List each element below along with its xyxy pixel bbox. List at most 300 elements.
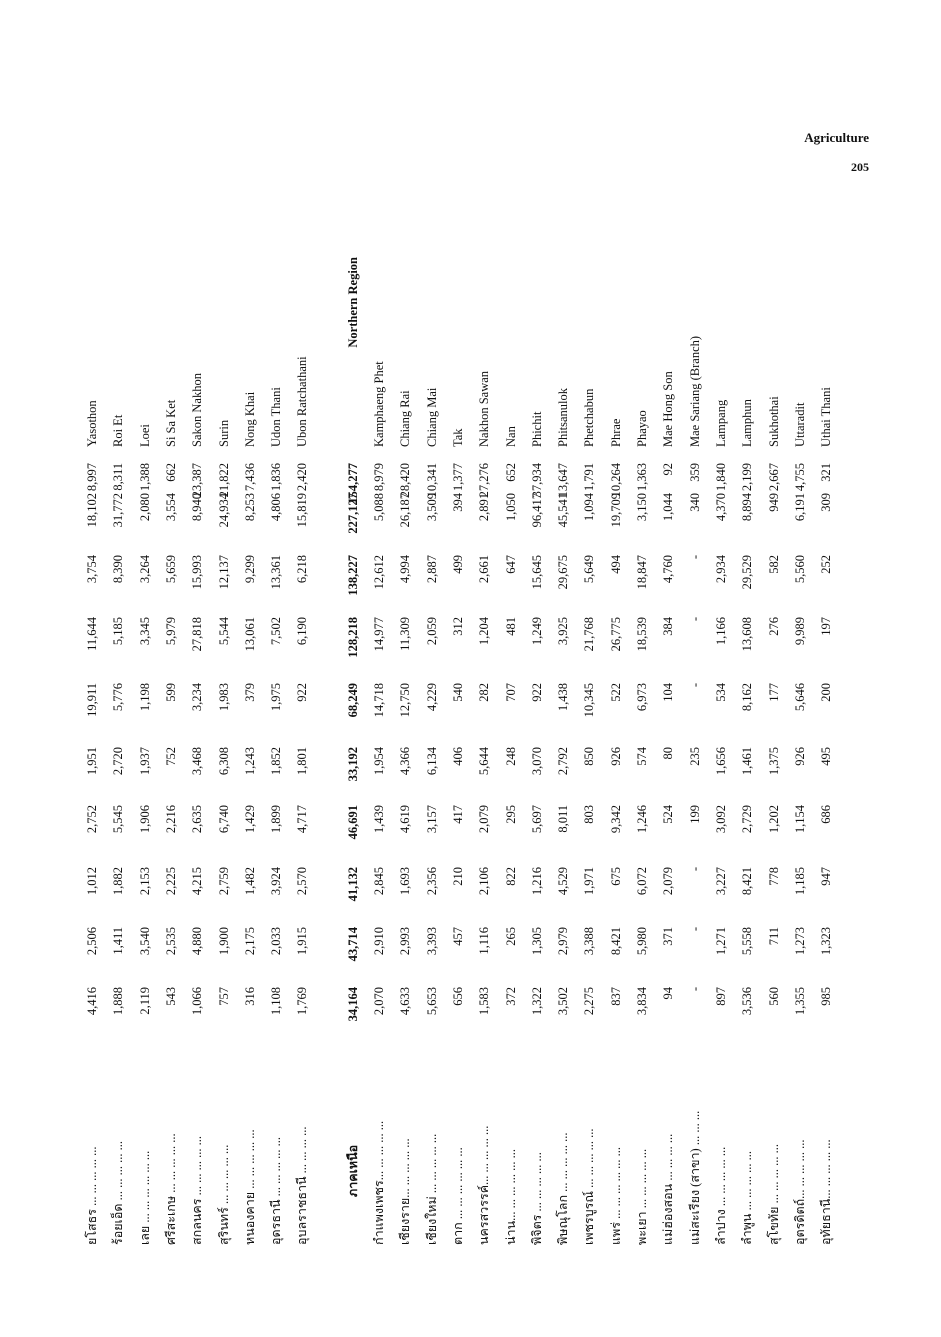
value-cell: 1,066 xyxy=(190,987,205,1016)
value-cell: 2,910 xyxy=(372,927,386,956)
value-cell: 1,271 xyxy=(713,927,728,956)
value-cell: 1,439 xyxy=(372,805,386,834)
value-cell: 752 xyxy=(163,747,178,766)
value-cell: 1,438 xyxy=(556,683,571,712)
english-province-label: Chiang Mai xyxy=(424,387,439,447)
english-province-label: Surin xyxy=(216,419,231,447)
value-cell: 3,540 xyxy=(137,927,152,956)
value-cell: 8,253 xyxy=(242,493,257,522)
value-cell: 14,718 xyxy=(372,683,386,718)
value-cell: 985 xyxy=(819,987,834,1006)
value-cell: 28,420 xyxy=(398,463,413,498)
table-row xyxy=(368,235,390,1245)
value-cell: 3,157 xyxy=(424,805,439,834)
value-cell: 582 xyxy=(766,555,781,574)
english-province-label: Phrae xyxy=(608,418,623,447)
value-cell: 2,216 xyxy=(163,805,178,834)
value-cell: - xyxy=(687,867,702,872)
value-cell: 1,108 xyxy=(269,987,284,1016)
value-cell: 26,187 xyxy=(398,493,413,528)
value-cell: 4,366 xyxy=(398,747,413,776)
value-cell: 5,697 xyxy=(529,805,544,834)
value-cell: 37,934 xyxy=(529,463,544,498)
english-province-label: Nan xyxy=(503,426,518,447)
value-cell: 18,847 xyxy=(635,555,649,590)
value-cell: 457 xyxy=(450,927,465,946)
table-row xyxy=(447,235,469,1245)
thai-province-label: อุดรธานี ... ... ... ... ... xyxy=(269,1136,284,1245)
value-cell: 6,191 xyxy=(792,493,807,522)
value-cell: 21,768 xyxy=(582,617,597,652)
thai-province-label: เลย ... ... ... ... ... ... xyxy=(137,1150,152,1245)
value-cell: 29,529 xyxy=(740,555,755,590)
value-cell: 406 xyxy=(450,747,465,766)
value-cell: 248 xyxy=(503,747,518,766)
value-cell: 599 xyxy=(163,683,178,702)
table-row xyxy=(657,235,679,1245)
thai-province-label: กำแพงเพชร... ... ... ... ... xyxy=(372,1120,386,1245)
value-cell: 3,554 xyxy=(163,493,178,522)
table-row xyxy=(160,235,182,1245)
value-cell: 3,468 xyxy=(190,747,205,776)
value-cell: 2,759 xyxy=(216,867,231,896)
value-cell: - xyxy=(687,617,702,622)
table-row xyxy=(526,235,548,1245)
value-cell: 8,979 xyxy=(372,463,386,492)
value-cell: 2,506 xyxy=(85,927,99,956)
value-cell: 45,541 xyxy=(556,493,571,528)
value-cell: 43,714 xyxy=(345,927,360,962)
value-cell: 560 xyxy=(766,987,781,1006)
value-cell: 2,993 xyxy=(398,927,413,956)
value-cell: 8,162 xyxy=(740,683,755,712)
value-cell: 662 xyxy=(163,463,178,482)
table-row xyxy=(605,235,627,1245)
thai-province-label: อุทัยธานี... ... ... ... ... xyxy=(819,1139,834,1245)
value-cell: 12,750 xyxy=(398,683,413,718)
value-cell: 2,891 xyxy=(477,493,492,522)
value-cell: 4,755 xyxy=(792,463,807,492)
value-cell: 686 xyxy=(819,805,834,824)
value-cell: 5,980 xyxy=(635,927,649,956)
english-province-label: Uttaradit xyxy=(792,402,807,447)
value-cell: 8,997 xyxy=(85,463,99,492)
table-row xyxy=(107,235,129,1245)
value-cell: 14,977 xyxy=(372,617,386,652)
table-row xyxy=(394,235,416,1245)
value-cell: 8,421 xyxy=(608,927,623,956)
value-cell: 9,989 xyxy=(792,617,807,646)
table-row xyxy=(81,235,103,1245)
english-province-label: Phetchabun xyxy=(582,388,597,447)
table-row xyxy=(239,235,261,1245)
value-cell: 80 xyxy=(661,747,676,760)
value-cell: 522 xyxy=(608,683,623,702)
value-cell: 282 xyxy=(477,683,492,702)
value-cell: 1,216 xyxy=(529,867,544,896)
value-cell: 12,137 xyxy=(216,555,231,590)
value-cell: 543 xyxy=(163,987,178,1006)
value-cell: 177 xyxy=(766,683,781,702)
value-cell: 1,273 xyxy=(792,927,807,956)
value-cell: 1,246 xyxy=(635,805,649,834)
value-cell: 3,234 xyxy=(190,683,205,712)
value-cell: 23,387 xyxy=(190,463,205,498)
value-cell: 1,204 xyxy=(477,617,492,646)
value-cell: 5,544 xyxy=(216,617,231,646)
value-cell: 9,299 xyxy=(242,555,257,584)
english-province-label: Phitsanulok xyxy=(556,387,571,447)
value-cell: 1,429 xyxy=(242,805,257,834)
value-cell: 3,925 xyxy=(556,617,571,646)
value-cell: 1,937 xyxy=(137,747,152,776)
value-cell: 2,199 xyxy=(740,463,755,492)
thai-province-label: ร้อยเอ็ด ... ... ... ... ... xyxy=(111,1141,126,1245)
value-cell: 340 xyxy=(687,493,702,512)
thai-province-label: ตาก ... ... ... ... ... ... xyxy=(450,1147,465,1245)
value-cell: 2,059 xyxy=(424,617,439,646)
english-province-label: Yasothon xyxy=(85,400,99,447)
table-row xyxy=(736,235,758,1245)
value-cell: 312 xyxy=(450,617,465,636)
value-cell: 3,393 xyxy=(424,927,439,956)
value-cell: 2,752 xyxy=(85,805,99,834)
value-cell: 949 xyxy=(766,493,781,512)
value-cell: 138,227 xyxy=(345,555,360,596)
thai-province-label: ศรีสะเกษ ... ... ... ... ... xyxy=(163,1133,178,1245)
value-cell: 1,322 xyxy=(529,987,544,1016)
value-cell: 647 xyxy=(503,555,518,574)
value-cell: 371 xyxy=(661,927,676,946)
value-cell: 33,192 xyxy=(345,747,360,782)
value-cell: 200 xyxy=(819,683,834,702)
value-cell: 2,275 xyxy=(582,987,597,1016)
value-cell: 18,539 xyxy=(635,617,649,652)
value-cell: 10,345 xyxy=(582,683,597,718)
value-cell: 3,924 xyxy=(269,867,284,896)
value-cell: 276 xyxy=(766,617,781,636)
value-cell: 1,975 xyxy=(269,683,284,712)
value-cell: 2,635 xyxy=(190,805,205,834)
value-cell: 1,971 xyxy=(582,867,597,896)
value-cell: 394 xyxy=(450,493,465,512)
value-cell: 5,185 xyxy=(111,617,126,646)
value-cell: 6,218 xyxy=(295,555,310,584)
english-province-label: Mae Hong Son xyxy=(661,371,676,447)
value-cell: 2,845 xyxy=(372,867,386,896)
value-cell: 3,502 xyxy=(556,987,571,1016)
value-cell: 4,529 xyxy=(556,867,571,896)
value-cell: 2,225 xyxy=(163,867,178,896)
table-row xyxy=(421,235,443,1245)
value-cell: 1,852 xyxy=(269,747,284,776)
thai-province-label: สกลนคร ... ... ... ... ... xyxy=(190,1136,205,1245)
value-cell: 1,050 xyxy=(503,493,518,522)
value-cell: 707 xyxy=(503,683,518,702)
value-cell: 1,185 xyxy=(792,867,807,896)
value-cell: 1,012 xyxy=(85,867,99,896)
value-cell: 1,954 xyxy=(372,747,386,776)
value-cell: 96,417 xyxy=(529,493,544,528)
value-cell: 4,416 xyxy=(85,987,99,1016)
value-cell: 2,119 xyxy=(137,987,152,1015)
value-cell: 5,659 xyxy=(163,555,178,584)
value-cell: 265 xyxy=(503,927,518,946)
value-cell: 13,608 xyxy=(740,617,755,652)
thai-province-label: แม่สะเรียง (สาขา) ... ... ... xyxy=(687,1110,702,1245)
value-cell: 4,619 xyxy=(398,805,413,834)
table-row xyxy=(763,235,785,1245)
value-cell: 417 xyxy=(450,805,465,824)
value-cell: 499 xyxy=(450,555,465,574)
value-cell: 778 xyxy=(766,867,781,886)
value-cell: 1,243 xyxy=(242,747,257,776)
value-cell: 1,377 xyxy=(450,463,465,492)
value-cell: 1,375 xyxy=(766,747,781,776)
value-cell: 19,709 xyxy=(608,493,623,528)
value-cell: 12,612 xyxy=(372,555,386,590)
thai-province-label: ภาคเหนือ xyxy=(345,1144,360,1197)
english-province-label: Roi Et xyxy=(111,414,126,447)
thai-province-label: เชียงใหม่ ... ... ... ... ... xyxy=(424,1133,439,1245)
value-cell: 27,276 xyxy=(477,463,492,498)
value-cell: 1,249 xyxy=(529,617,544,646)
value-cell: 5,088 xyxy=(372,493,386,522)
value-cell: 68,249 xyxy=(345,683,360,718)
value-cell: 372 xyxy=(503,987,518,1006)
value-cell: 4,880 xyxy=(190,927,205,956)
value-cell: 1,116 xyxy=(477,927,492,955)
table-row xyxy=(134,235,156,1245)
value-cell: 3,070 xyxy=(529,747,544,776)
value-cell: 8,940 xyxy=(190,493,205,522)
value-cell: 2,356 xyxy=(424,867,439,896)
value-cell: 3,227 xyxy=(713,867,728,896)
value-cell: 24,934 xyxy=(216,493,231,528)
value-cell: 6,072 xyxy=(635,867,649,896)
value-cell: 947 xyxy=(819,867,834,886)
value-cell: 2,080 xyxy=(137,493,152,522)
english-province-label: Ubon Ratchathani xyxy=(295,356,310,447)
value-cell: 837 xyxy=(608,987,623,1006)
value-cell: - xyxy=(687,683,702,688)
value-cell: 21,822 xyxy=(216,463,231,498)
value-cell: 19,911 xyxy=(85,683,99,717)
table-row xyxy=(265,235,287,1245)
value-cell: 46,691 xyxy=(345,805,360,840)
english-province-label: Loei xyxy=(137,424,152,447)
value-cell: 1,693 xyxy=(398,867,413,896)
value-cell: 3,388 xyxy=(582,927,597,956)
thai-province-label: อุบลราชธานี ... ... ... ... xyxy=(295,1126,310,1245)
value-cell: 540 xyxy=(450,683,465,702)
value-cell: 321 xyxy=(819,463,834,482)
value-cell: 41,132 xyxy=(345,867,360,902)
english-province-label: Lampang xyxy=(713,399,728,447)
table-row xyxy=(291,235,313,1245)
english-province-label: Uthai Thani xyxy=(819,387,834,447)
thai-province-label: เชียงราย... ... ... ... ... xyxy=(398,1138,413,1245)
value-cell: 2,153 xyxy=(137,867,152,896)
value-cell: 2,033 xyxy=(269,927,284,956)
section-title: Agriculture xyxy=(804,130,869,145)
value-cell: 1,951 xyxy=(85,747,99,776)
thai-province-label: แม่ฮ่องสอน ... ... ... ... xyxy=(661,1133,676,1245)
rotated-data-table xyxy=(78,235,853,1245)
value-cell: 3,150 xyxy=(635,493,649,522)
thai-province-label: น่าน... ... ... ... ... ... xyxy=(503,1149,518,1245)
value-cell: 8,011 xyxy=(556,805,571,833)
value-cell: 524 xyxy=(661,805,676,824)
value-cell: 154,277 xyxy=(345,463,360,504)
value-cell: 235 xyxy=(687,747,702,766)
value-cell: 295 xyxy=(503,805,518,824)
value-cell: - xyxy=(687,987,702,992)
value-cell: 803 xyxy=(582,805,597,824)
value-cell: 1,198 xyxy=(137,683,152,712)
value-cell: 1,882 xyxy=(111,867,126,896)
value-cell: 227,127 xyxy=(345,493,360,534)
value-cell: 4,633 xyxy=(398,987,413,1016)
value-cell: 534 xyxy=(713,683,728,702)
value-cell: 13,361 xyxy=(269,555,284,590)
value-cell: 2,535 xyxy=(163,927,178,956)
value-cell: 15,993 xyxy=(190,555,205,590)
value-cell: 359 xyxy=(687,463,702,482)
value-cell: 2,667 xyxy=(766,463,781,492)
value-cell: 1,166 xyxy=(713,617,728,646)
value-cell: 15,819 xyxy=(295,493,310,528)
value-cell: 494 xyxy=(608,555,623,574)
value-cell: 2,570 xyxy=(295,867,310,896)
table-row xyxy=(710,235,732,1245)
value-cell: 252 xyxy=(819,555,834,574)
english-province-label: Phichit xyxy=(529,411,544,447)
value-cell: 1,900 xyxy=(216,927,231,956)
value-cell: 922 xyxy=(295,683,310,702)
value-cell: 1,094 xyxy=(582,493,597,522)
value-cell: 711 xyxy=(766,927,781,946)
thai-province-label: นครสวรรค์... ... ... ... ... xyxy=(477,1125,492,1245)
value-cell: 2,079 xyxy=(661,867,676,896)
value-cell: 379 xyxy=(242,683,257,702)
value-cell: 822 xyxy=(503,867,518,886)
value-cell: 5,644 xyxy=(477,747,492,776)
thai-province-label: ลำปาง ... ... ... ... ... xyxy=(713,1146,728,1245)
value-cell: 850 xyxy=(582,747,597,766)
table-row xyxy=(578,235,600,1245)
value-cell: 309 xyxy=(819,493,834,512)
thai-province-label: พิจิตร ... ... ... ... ... xyxy=(529,1152,544,1245)
value-cell: 5,646 xyxy=(792,683,807,712)
value-cell: 2,070 xyxy=(372,987,386,1016)
value-cell: 5,558 xyxy=(740,927,755,956)
table-row xyxy=(186,235,208,1245)
value-cell: 1,899 xyxy=(269,805,284,834)
english-province-label: Si Sa Ket xyxy=(163,399,178,447)
value-cell: 926 xyxy=(792,747,807,766)
value-cell: 2,979 xyxy=(556,927,571,956)
value-cell: 1,656 xyxy=(713,747,728,776)
thai-province-label: ยโสธร ... ... ... ... ... xyxy=(85,1146,99,1245)
value-cell: 1,044 xyxy=(661,493,676,522)
value-cell: 897 xyxy=(713,987,728,1006)
value-cell: 3,264 xyxy=(137,555,152,584)
english-province-label: Kamphaeng Phet xyxy=(372,361,386,447)
value-cell: 2,175 xyxy=(242,927,257,956)
value-cell: 5,979 xyxy=(163,617,178,646)
value-cell: 1,363 xyxy=(635,463,649,492)
value-cell: 481 xyxy=(503,617,518,636)
value-cell: 2,720 xyxy=(111,747,126,776)
value-cell: 656 xyxy=(450,987,465,1006)
english-province-label: Sukhothai xyxy=(766,396,781,447)
value-cell: 26,775 xyxy=(608,617,623,652)
value-cell: 8,894 xyxy=(740,493,755,522)
value-cell: 3,834 xyxy=(635,987,649,1016)
value-cell: 2,661 xyxy=(477,555,492,584)
value-cell: 1,202 xyxy=(766,805,781,834)
value-cell: 94 xyxy=(661,987,676,1000)
table-row xyxy=(473,235,495,1245)
english-province-label: Udon Thani xyxy=(269,387,284,447)
value-cell: 757 xyxy=(216,987,231,1006)
value-cell: 1,154 xyxy=(792,805,807,834)
value-cell: 92 xyxy=(661,463,676,476)
table-row xyxy=(631,235,653,1245)
value-cell: 5,653 xyxy=(424,987,439,1016)
value-cell: 3,345 xyxy=(137,617,152,646)
english-province-label: Nakhon Sawan xyxy=(477,370,492,447)
value-cell: 1,355 xyxy=(792,987,807,1016)
thai-province-label: สุรินทร์ ... ... ... ... ... xyxy=(216,1144,231,1245)
value-cell: 34,164 xyxy=(345,987,360,1022)
english-province-label: Sakon Nakhon xyxy=(190,373,205,447)
value-cell: 10,264 xyxy=(608,463,623,498)
value-cell: 4,806 xyxy=(269,493,284,522)
value-cell: 9,342 xyxy=(608,805,623,834)
english-province-label: Chiang Rai xyxy=(398,390,413,447)
value-cell: 29,675 xyxy=(556,555,571,590)
value-cell: 1,411 xyxy=(111,927,126,955)
english-province-label: Tak xyxy=(450,428,465,447)
value-cell: 652 xyxy=(503,463,518,482)
value-cell: 104 xyxy=(661,683,676,702)
value-cell: 1,461 xyxy=(740,747,755,776)
value-cell: 3,509 xyxy=(424,493,439,522)
value-cell: 574 xyxy=(635,747,649,766)
value-cell: 2,079 xyxy=(477,805,492,834)
value-cell: 1,840 xyxy=(713,463,728,492)
thai-province-label: หนองคาย ... ... ... ... ... xyxy=(242,1129,257,1245)
value-cell: 926 xyxy=(608,747,623,766)
value-cell: 11,644 xyxy=(85,617,99,651)
value-cell: 384 xyxy=(661,617,676,636)
value-cell: 8,390 xyxy=(111,555,126,584)
thai-province-label: สุโขทัย ... ... ... ... ... xyxy=(766,1144,781,1245)
value-cell: 922 xyxy=(529,683,544,702)
value-cell: 128,218 xyxy=(345,617,360,658)
value-cell: 210 xyxy=(450,867,465,886)
value-cell: 675 xyxy=(608,867,623,886)
value-cell: 4,215 xyxy=(190,867,205,896)
value-cell: 2,420 xyxy=(295,463,310,492)
english-province-label: Mae Sariang (Branch) xyxy=(687,335,702,447)
value-cell: 5,560 xyxy=(792,555,807,584)
english-province-label: Nong Khai xyxy=(242,391,257,447)
value-cell: 199 xyxy=(687,805,702,824)
value-cell: 2,887 xyxy=(424,555,439,584)
